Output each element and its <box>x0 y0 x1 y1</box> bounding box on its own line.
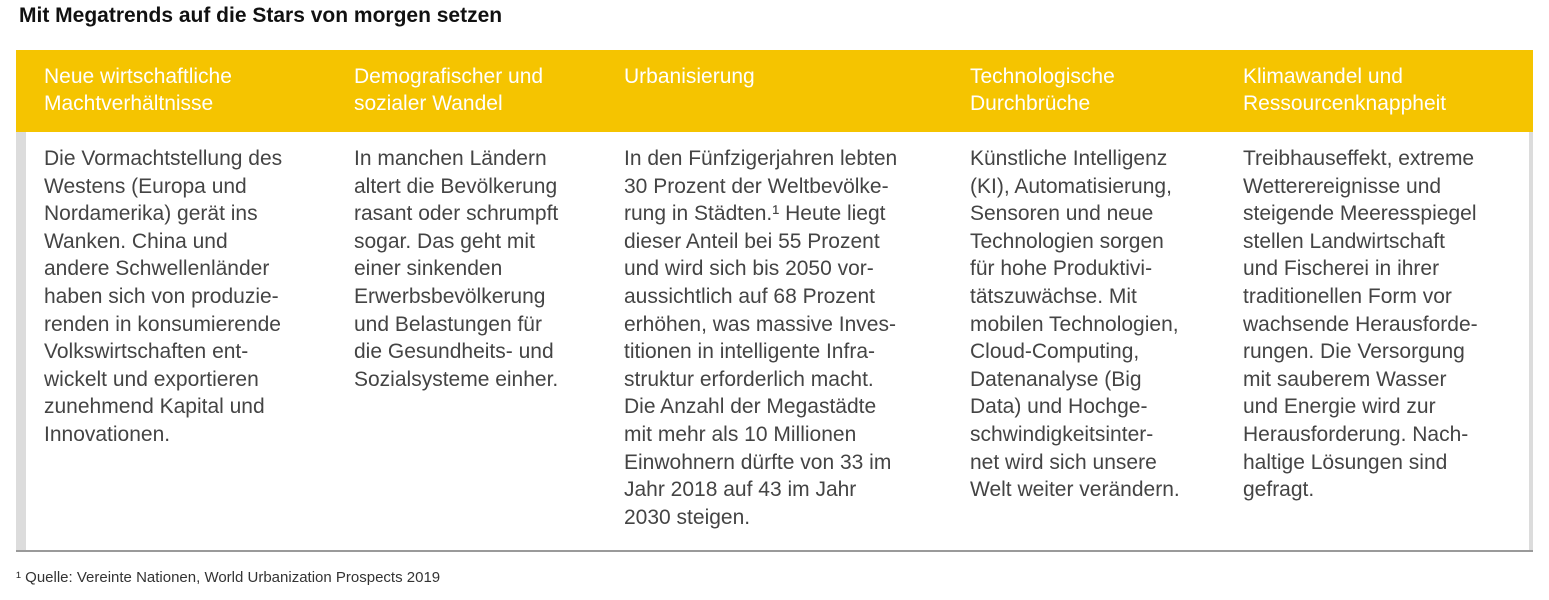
column-header: Demografischer und sozialer Wandel <box>354 65 544 115</box>
megatrends-table <box>16 50 1533 552</box>
column-technologische-durchbrueche <box>942 50 1235 550</box>
column-body <box>1225 132 1529 550</box>
column-demografischer-wandel <box>326 50 616 550</box>
column-header: Neue wirtschaftliche Machtverhältnisse <box>44 65 232 115</box>
column-neue-wirtschaftliche-machtverhaeltnisse <box>16 50 346 550</box>
page-title: Mit Megatrends auf die Stars von morgen setzen <box>19 4 503 27</box>
footnote: ¹ Quelle: Vereinte Nationen, World Urbanization Prospects 2019 <box>16 569 441 586</box>
column-urbanisierung <box>596 50 962 550</box>
column-klimawandel <box>1215 50 1533 550</box>
column-text: Die Vormachtstellung des Westens (Europa und Nordamerika) gerät ins Wanken. China und andere Schwellenländer haben sich von produzie- renden in konsumierende Volkswirtschaften ent- wickelt und exportieren zunehmend Kapital und Innovationen. <box>44 147 283 446</box>
column-text: Künstliche Intelligenz (KI), Automatisierung, Sensoren und neue Technologien sorgen für hohe Produktivi- tätszuwächse. Mit mobilen Technologien, Cloud-Computing, Datenanalyse (Big Data) und Hochge- schwindigkeitsinter- net wird sich unsere Welt weiter verändern. <box>970 147 1180 502</box>
column-body <box>952 132 1225 550</box>
column-body <box>606 132 952 550</box>
column-text: Treibhauseffekt, extreme Wetterereignisse und steigende Meeresspiegel stellen Landwirtschaft und Fischerei in ihrer traditionellen Form vor wachsende Herausforde- rungen. Die Versorgung mit sauberem Wasser und Energie wird zur Herausforderung. Nach- haltige Lösungen sind gefragt. <box>1243 147 1478 502</box>
column-body <box>26 132 336 550</box>
column-header: Klimawandel und Ressourcenknappheit <box>1243 65 1447 115</box>
column-text: In manchen Ländern altert die Bevölkerung rasant oder schrumpft sogar. Das geht mit einer sinkenden Erwerbsbevölkerung und Belastungen für die Gesundheits- und Sozialsysteme einher. <box>354 147 559 391</box>
column-header: Technologische Durchbrüche <box>970 65 1115 115</box>
column-header: Urbanisierung <box>624 65 755 88</box>
column-body <box>336 132 606 550</box>
column-text: In den Fünfzigerjahren lebten 30 Prozent der Weltbevölke- rung in Städten.¹ Heute liegt dieser Anteil bei 55 Prozent und wird sich bis 2050 vor- aussichtlich auf 68 Prozent erhöhen, was massive Inves- titionen in intelligente Infra- struktur erforderlich macht. Die Anzahl der Megastädte mit mehr als 10 Millionen Einwohnern dürfte von 33 im Jahr 2018 auf 43 im Jahr 2030 steigen. <box>624 147 898 529</box>
